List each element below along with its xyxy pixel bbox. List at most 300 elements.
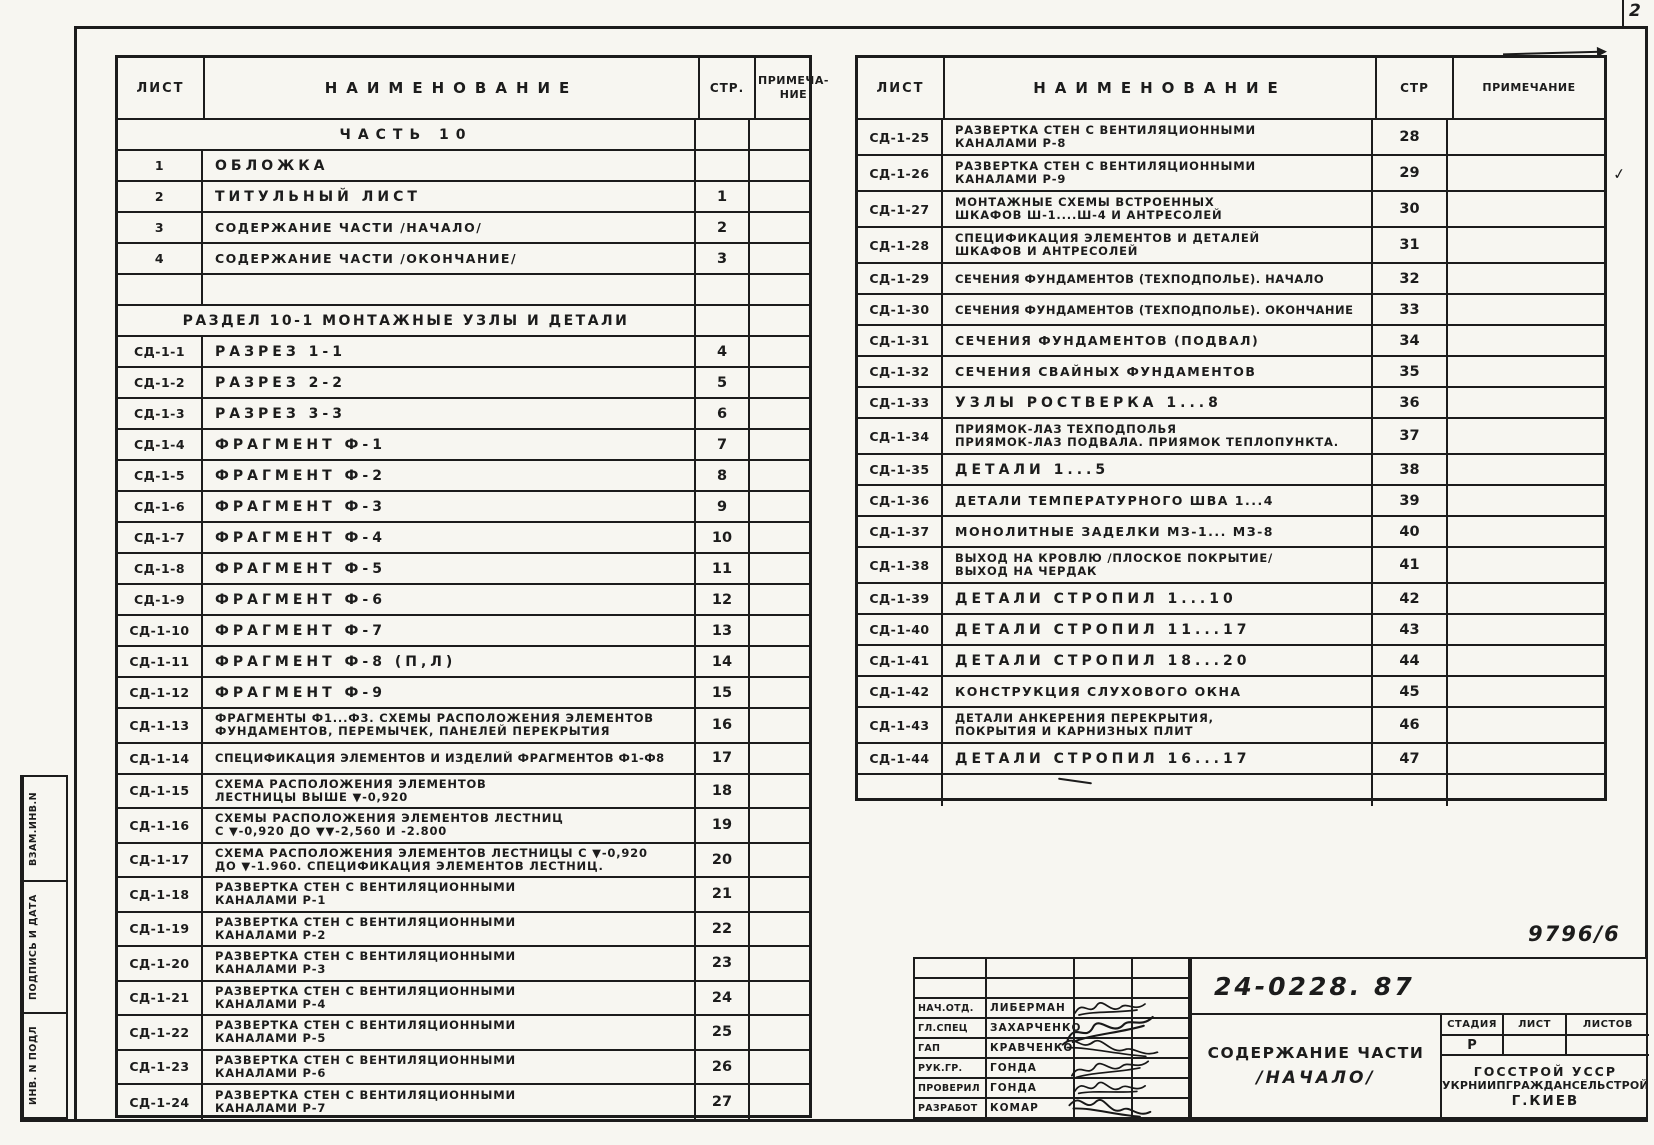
- sheet-cell: СД-1-40: [858, 615, 943, 644]
- name-line: РАЗВЕРТКА СТЕН С ВЕНТИЛЯЦИОННЫМИ: [215, 1052, 516, 1067]
- signature-name: КОМАР: [987, 1099, 1075, 1117]
- sheet-cell: 4: [118, 244, 203, 273]
- signature-cell: [1075, 1059, 1133, 1077]
- sheet-cell: СД-1-37: [858, 517, 943, 546]
- name-line: ФРАГМЕНТ Ф-9: [215, 684, 386, 701]
- table-row: [858, 120, 1604, 156]
- sheet-cell: СД-1-9: [118, 585, 203, 614]
- note-cell: [750, 368, 809, 397]
- sheet-cell: СД-1-13: [118, 709, 203, 742]
- name-line: ФРАГМЕНТ Ф-7: [215, 622, 386, 639]
- header-name: НАИМЕНОВАНИЕ: [205, 58, 700, 118]
- signature-name: ГОНДА: [987, 1079, 1075, 1097]
- name-line: ТИТУЛЬНЫЙ ЛИСТ: [215, 188, 421, 205]
- table-row: [858, 419, 1604, 455]
- table-row: [858, 192, 1604, 228]
- page-cell: 33: [1373, 295, 1448, 324]
- table-row: [118, 809, 809, 844]
- name-cell: [943, 646, 1373, 675]
- name-cell: [203, 775, 696, 808]
- table-row: [118, 744, 809, 775]
- note-cell: [1448, 120, 1604, 154]
- sheet-cell: СД-1-36: [858, 486, 943, 515]
- empty-cell: [750, 120, 809, 149]
- note-cell: [1448, 584, 1604, 613]
- table-row: [118, 647, 809, 678]
- section-title: РАЗДЕЛ 10-1 МОНТАЖНЫЕ УЗЛЫ И ДЕТАЛИ: [118, 306, 696, 335]
- name-cell: [203, 647, 696, 676]
- note-cell: [1448, 775, 1604, 806]
- note-cell: [1448, 156, 1604, 190]
- blank-row: [118, 275, 809, 306]
- signature-date-cell: [1133, 979, 1188, 997]
- doc-number: 24-0228. 87: [1214, 971, 1415, 1001]
- note-cell: [1448, 708, 1604, 742]
- note-cell: [750, 1051, 809, 1084]
- note-cell: [1448, 192, 1604, 226]
- sheet-cell: СД-1-43: [858, 708, 943, 742]
- note-cell: [750, 399, 809, 428]
- name-line: ДЕТАЛИ СТРОПИЛ 18...20: [955, 652, 1251, 669]
- table-row: [858, 326, 1604, 357]
- header-name: НАИМЕНОВАНИЕ: [945, 58, 1377, 118]
- name-cell: [943, 388, 1373, 417]
- name-cell: [943, 615, 1373, 644]
- empty-cell: [696, 306, 750, 335]
- sheet-cell: СД-1-42: [858, 677, 943, 706]
- name-line: ВЫХОД НА КРОВЛЮ /ПЛОСКОЕ ПОКРЫТИЕ/: [955, 551, 1274, 565]
- stamp-label: ИНВ. N ПОДЛ: [22, 1014, 43, 1117]
- name-cell: [203, 585, 696, 614]
- page-cell: 6: [696, 399, 750, 428]
- table-row: [118, 844, 809, 879]
- stamp-lower: [1192, 1015, 1649, 1117]
- sheet-cell: СД-1-20: [118, 947, 203, 980]
- stamp-label: ВЗАМ.ИНВ.N: [22, 777, 43, 880]
- name-line: РАЗРЕЗ 2-2: [215, 374, 346, 391]
- name-line: РАЗРЕЗ 1-1: [215, 343, 346, 360]
- name-line: СОДЕРЖАНИЕ ЧАСТИ /НАЧАЛО/: [215, 220, 483, 235]
- name-cell: [943, 120, 1373, 154]
- sheet-cell: 3: [118, 213, 203, 242]
- sheet-cell: СД-1-19: [118, 913, 203, 946]
- sheet-cell: СД-1-41: [858, 646, 943, 675]
- table-row: [858, 677, 1604, 708]
- name-line: ДЕТАЛИ АНКЕРЕНИЯ ПЕРЕКРЫТИЯ,: [955, 711, 1214, 725]
- name-line: РАЗВЕРТКА СТЕН С ВЕНТИЛЯЦИОННЫМИ: [215, 914, 516, 929]
- name-cell: [943, 708, 1373, 742]
- name-cell: [203, 523, 696, 552]
- sheet-label: ЛИСТ: [1504, 1015, 1567, 1034]
- sheet-cell: СД-1-23: [118, 1051, 203, 1084]
- table-row: [118, 585, 809, 616]
- name-cell: [943, 192, 1373, 226]
- name-line: СЕЧЕНИЯ ФУНДАМЕНТОВ (ТЕХПОДПОЛЬЕ). НАЧАЛО: [955, 271, 1325, 286]
- page-cell: 11: [696, 554, 750, 583]
- sheet-cell: СД-1-14: [118, 744, 203, 773]
- note-cell: [750, 775, 809, 808]
- page-cell: 5: [696, 368, 750, 397]
- sheet-cell: СД-1-32: [858, 357, 943, 386]
- name-cell: [943, 295, 1373, 324]
- sheet-cell: 1: [118, 151, 203, 180]
- name-line: КАНАЛАМИ Р-7: [215, 1101, 327, 1116]
- page-cell: [696, 275, 750, 304]
- page-cell: 42: [1373, 584, 1448, 613]
- note-cell: [750, 809, 809, 842]
- sheet-title-cell: [1192, 1015, 1442, 1117]
- signature-role: ПРОВЕРИЛ: [915, 1079, 987, 1097]
- sheet-cell: СД-1-26: [858, 156, 943, 190]
- name-line: КАНАЛАМИ Р-5: [215, 1031, 327, 1046]
- table-row: [858, 708, 1604, 744]
- signature-row: [915, 1099, 1188, 1117]
- name-cell: [203, 744, 696, 773]
- note-cell: [750, 744, 809, 773]
- sheet-cell: СД-1-21: [118, 982, 203, 1015]
- page-cell: 16: [696, 709, 750, 742]
- page-cell: 46: [1373, 708, 1448, 742]
- archive-number: 9796/6: [1528, 922, 1621, 946]
- table-row: [118, 982, 809, 1017]
- page-cell: 44: [1373, 646, 1448, 675]
- header-sheet: ЛИСТ: [858, 58, 945, 118]
- page-cell: 47: [1373, 744, 1448, 773]
- table-row: [118, 182, 809, 213]
- signature-name: КРАВЧЕНКО: [987, 1039, 1075, 1057]
- name-line: РАЗВЕРТКА СТЕН С ВЕНТИЛЯЦИОННЫМИ: [215, 949, 516, 964]
- table-row: [858, 548, 1604, 584]
- table-row: [118, 775, 809, 810]
- note-cell: [750, 430, 809, 459]
- stamp-value-empty: [43, 777, 66, 880]
- sheet-cell: СД-1-15: [118, 775, 203, 808]
- sheet-cell: СД-1-33: [858, 388, 943, 417]
- header-note: ПРИМЕЧАНИЕ: [1482, 81, 1576, 94]
- note-cell: [750, 913, 809, 946]
- name-line: ФРАГМЕНТ Ф-4: [215, 529, 386, 546]
- name-line: ШКАФОВ Ш-1....Ш-4 И АНТРЕСОЛЕЙ: [955, 208, 1223, 222]
- page-number-divider: [1622, 0, 1624, 27]
- name-line: КАНАЛАМИ Р-8: [955, 136, 1067, 150]
- name-cell: [943, 326, 1373, 355]
- name-line: РАЗВЕРТКА СТЕН С ВЕНТИЛЯЦИОННЫМИ: [215, 1018, 516, 1033]
- signature-name: ГОНДА: [987, 1059, 1075, 1077]
- table-row: [118, 878, 809, 913]
- stage-value: Р: [1442, 1036, 1504, 1054]
- page-cell: 40: [1373, 517, 1448, 546]
- sheet-cell: СД-1-4: [118, 430, 203, 459]
- table-row: [118, 616, 809, 647]
- table-row: [858, 388, 1604, 419]
- page-cell: 41: [1373, 548, 1448, 582]
- table-row: [118, 151, 809, 182]
- name-cell: [203, 982, 696, 1015]
- page-cell: 32: [1373, 264, 1448, 293]
- sheet-cell: СД-1-16: [118, 809, 203, 842]
- page-cell: 22: [696, 913, 750, 946]
- name-cell: [203, 368, 696, 397]
- name-cell: [203, 151, 696, 180]
- note-cell: [1448, 744, 1604, 773]
- section-title: ЧАСТЬ 10: [118, 120, 696, 149]
- signature-name: [987, 979, 1075, 997]
- name-cell: [203, 1051, 696, 1084]
- note-cell: [1448, 517, 1604, 546]
- page-cell: 35: [1373, 357, 1448, 386]
- table-row: [118, 461, 809, 492]
- page-cell: [696, 151, 750, 180]
- note-cell: [1448, 677, 1604, 706]
- table-row: [118, 554, 809, 585]
- note-cell: [750, 1016, 809, 1049]
- header-sheet: ЛИСТ: [118, 58, 205, 118]
- name-line: КОНСТРУКЦИЯ СЛУХОВОГО ОКНА: [955, 684, 1242, 699]
- table-row: [118, 368, 809, 399]
- name-line: ЛЕСТНИЦЫ ВЫШЕ ▼-0,920: [215, 789, 409, 804]
- name-cell: [203, 616, 696, 645]
- name-line: КАНАЛАМИ Р-6: [215, 1065, 327, 1080]
- sheet-cell: СД-1-31: [858, 326, 943, 355]
- sheet-title-line1: СОДЕРЖАНИЕ ЧАСТИ: [1207, 1044, 1425, 1062]
- sheet-value-empty: [1504, 1036, 1567, 1054]
- page-cell: 18: [696, 775, 750, 808]
- page-cell: 17: [696, 744, 750, 773]
- sheet-cell: СД-1-7: [118, 523, 203, 552]
- page-cell: 3: [696, 244, 750, 273]
- signature-role: РУК.ГР.: [915, 1059, 987, 1077]
- name-line: СЕЧЕНИЯ ФУНДАМЕНТОВ (ПОДВАЛ): [955, 333, 1260, 348]
- table-row: [858, 744, 1604, 775]
- note-cell: [1448, 357, 1604, 386]
- name-line: ФУНДАМЕНТОВ, ПЕРЕМЫЧЕК, ПАНЕЛЕЙ ПЕРЕКРЫТИЯ: [215, 724, 611, 739]
- sheet-cell: СД-1-29: [858, 264, 943, 293]
- note-cell: [750, 709, 809, 742]
- table-header: [118, 58, 829, 120]
- page-cell: 7: [696, 430, 750, 459]
- note-cell: [750, 947, 809, 980]
- sheet-cell: СД-1-6: [118, 492, 203, 521]
- sheet-cell: СД-1-18: [118, 878, 203, 911]
- page-cell: 2: [696, 213, 750, 242]
- name-line: ФРАГМЕНТ Ф-6: [215, 591, 386, 608]
- sheet-cell: СД-1-30: [858, 295, 943, 324]
- signature-rows: [915, 959, 1188, 1117]
- doc-number-cell: [1192, 959, 1646, 1015]
- note-cell: [750, 337, 809, 366]
- signature-row: [915, 1059, 1188, 1079]
- org-line1: ГОССТРОЙ УССР: [1473, 1064, 1618, 1079]
- table-row: [118, 1085, 809, 1120]
- sheet-cell: СД-1-10: [118, 616, 203, 645]
- org-line3: Г.КИЕВ: [1511, 1093, 1580, 1109]
- note-cell: [750, 554, 809, 583]
- note-cell: [750, 244, 809, 273]
- page-cell: 23: [696, 947, 750, 980]
- name-cell: [203, 678, 696, 707]
- table-row: [118, 430, 809, 461]
- left-stamp-strip: [20, 775, 68, 1119]
- name-line: РАЗВЕРТКА СТЕН С ВЕНТИЛЯЦИОННЫМИ: [215, 880, 516, 895]
- page-cell: 24: [696, 982, 750, 1015]
- page-cell: 34: [1373, 326, 1448, 355]
- note-cell: [750, 982, 809, 1015]
- note-cell: [750, 182, 809, 211]
- signature-empty-row: [915, 959, 1188, 979]
- sheet-cell: СД-1-27: [858, 192, 943, 226]
- table-body: [858, 120, 1604, 806]
- name-cell: [203, 461, 696, 490]
- table-row: [118, 244, 809, 275]
- name-cell: [203, 554, 696, 583]
- name-line: КАНАЛАМИ Р-9: [955, 172, 1067, 186]
- signature-name: ЗАХАРЧЕНКО: [987, 1019, 1075, 1037]
- table-header: [858, 58, 1604, 120]
- stamp-cell-podpis-data: [22, 882, 66, 1014]
- table-row: [118, 709, 809, 744]
- sheets-label: ЛИСТОВ: [1582, 1019, 1633, 1030]
- signature-date-cell: [1133, 959, 1188, 977]
- page-cell: 26: [696, 1051, 750, 1084]
- signature-role: РАЗРАБОТ: [915, 1099, 987, 1117]
- table-row: [858, 295, 1604, 326]
- note-cell: [1448, 388, 1604, 417]
- name-cell: [203, 244, 696, 273]
- empty-cell: [750, 306, 809, 335]
- sheet-cell: СД-1-12: [118, 678, 203, 707]
- sheet-cell: СД-1-25: [858, 120, 943, 154]
- page-cell: 8: [696, 461, 750, 490]
- name-line: ПРИЯМОК-ЛАЗ ПОДВАЛА. ПРИЯМОК ТЕПЛОПУНКТА.: [955, 435, 1339, 449]
- name-cell: [943, 419, 1373, 453]
- name-cell: [943, 548, 1373, 582]
- table-row: [118, 492, 809, 523]
- page-cell: 38: [1373, 455, 1448, 484]
- page-cell: 15: [696, 678, 750, 707]
- section-row: [118, 120, 809, 151]
- page-cell: 28: [1373, 120, 1448, 154]
- note-cell: [750, 151, 809, 180]
- name-cell: [203, 947, 696, 980]
- sheet-cell: СД-1-11: [118, 647, 203, 676]
- name-line: СПЕЦИФИКАЦИЯ ЭЛЕМЕНТОВ И ДЕТАЛЕЙ: [955, 231, 1260, 245]
- note-cell: [750, 492, 809, 521]
- stage-values-row: [1442, 1036, 1649, 1056]
- sheet-cell: СД-1-44: [858, 744, 943, 773]
- page-cell: 36: [1373, 388, 1448, 417]
- contents-table-right: [855, 55, 1607, 801]
- note-cell: [750, 461, 809, 490]
- page-cell: 20: [696, 844, 750, 877]
- note-cell: [750, 275, 809, 304]
- name-cell: [203, 1085, 696, 1120]
- stage-grid: [1442, 1015, 1649, 1117]
- sheet-cell: СД-1-28: [858, 228, 943, 262]
- stamp-label: ПОДПИСЬ И ДАТА: [22, 882, 43, 1012]
- name-line: ДЕТАЛИ ТЕМПЕРАТУРНОГО ШВА 1...4: [955, 493, 1274, 508]
- page-cell: 30: [1373, 192, 1448, 226]
- name-line: ДЕТАЛИ СТРОПИЛ 16...17: [955, 750, 1251, 767]
- name-line: ДО ▼-1.960. СПЕЦИФИКАЦИЯ ЭЛЕМЕНТОВ ЛЕСТНИЦ.: [215, 858, 604, 873]
- note-cell: [1448, 326, 1604, 355]
- signature-role: НАЧ.ОТД.: [915, 999, 987, 1017]
- sheets-value-empty: [1567, 1036, 1649, 1054]
- table-row: [118, 399, 809, 430]
- name-cell: [203, 337, 696, 366]
- table-row: [118, 1016, 809, 1051]
- name-line: КАНАЛАМИ Р-1: [215, 893, 327, 908]
- org-line2: УКРНИИПГРАЖДАНСЕЛЬСТРОЙ: [1442, 1079, 1649, 1092]
- note-cell: [750, 878, 809, 911]
- name-cell: [203, 492, 696, 521]
- table-row: [858, 486, 1604, 517]
- name-line: РАЗВЕРТКА СТЕН С ВЕНТИЛЯЦИОННЫМИ: [215, 983, 516, 998]
- name-cell: [943, 264, 1373, 293]
- name-cell: [203, 430, 696, 459]
- note-cell: [1448, 615, 1604, 644]
- frame-top-line: [74, 26, 1648, 29]
- page-cell: 9: [696, 492, 750, 521]
- organization-cell: [1442, 1056, 1649, 1117]
- signature-role: ГАП: [915, 1039, 987, 1057]
- table-row: [858, 228, 1604, 264]
- name-line: СЕЧЕНИЯ СВАЙНЫХ ФУНДАМЕНТОВ: [955, 364, 1257, 379]
- name-line: МОНОЛИТНЫЕ ЗАДЕЛКИ МЗ-1... МЗ-8: [955, 524, 1274, 539]
- table-row: [118, 1051, 809, 1086]
- name-cell: [203, 213, 696, 242]
- signature-empty-row: [915, 979, 1188, 999]
- table-row: [858, 584, 1604, 615]
- name-cell: [943, 156, 1373, 190]
- note-cell: [1448, 548, 1604, 582]
- name-line: МОНТАЖНЫЕ СХЕМЫ ВСТРОЕННЫХ: [955, 195, 1215, 209]
- note-cell: [1448, 486, 1604, 515]
- name-cell: [203, 844, 696, 877]
- signature-row: [915, 1019, 1188, 1039]
- sheet-cell: СД-1-3: [118, 399, 203, 428]
- sheet-cell: СД-1-34: [858, 419, 943, 453]
- name-cell: [943, 486, 1373, 515]
- note-cell: [1448, 419, 1604, 453]
- note-cell: [750, 585, 809, 614]
- name-line: РАЗРЕЗ 3-3: [215, 405, 346, 422]
- table-row: [118, 678, 809, 709]
- stamp-value-empty: [43, 1014, 66, 1117]
- page-cell: 43: [1373, 615, 1448, 644]
- sheet-cell: СД-1-39: [858, 584, 943, 613]
- sheet-cell: СД-1-8: [118, 554, 203, 583]
- name-line: ФРАГМЕНТ Ф-5: [215, 560, 386, 577]
- page-cell: 14: [696, 647, 750, 676]
- sheet-cell: СД-1-2: [118, 368, 203, 397]
- note-cell: [1448, 646, 1604, 675]
- name-line: ПРИЯМОК-ЛАЗ ТЕХПОДПОЛЬЯ: [955, 422, 1177, 436]
- name-line: РАЗВЕРТКА СТЕН С ВЕНТИЛЯЦИОННЫМИ: [215, 1088, 516, 1103]
- name-line: ДЕТАЛИ 1...5: [955, 461, 1110, 478]
- name-cell: [203, 913, 696, 946]
- signature-name: ЛИБЕРМАН: [987, 999, 1075, 1017]
- table-row: [858, 615, 1604, 646]
- name-line: ФРАГМЕНТ Ф-3: [215, 498, 386, 515]
- page-cell: 39: [1373, 486, 1448, 515]
- name-line: СЕЧЕНИЯ ФУНДАМЕНТОВ (ТЕХПОДПОЛЬЕ). ОКОНЧАНИЕ: [955, 302, 1354, 317]
- signature-table: [913, 957, 1190, 1119]
- name-cell: [943, 775, 1373, 806]
- page-cell: 1: [696, 182, 750, 211]
- name-line: ВЫХОД НА ЧЕРДАК: [955, 564, 1098, 578]
- note-cell: [1448, 295, 1604, 324]
- sheet-cell: СД-1-17: [118, 844, 203, 877]
